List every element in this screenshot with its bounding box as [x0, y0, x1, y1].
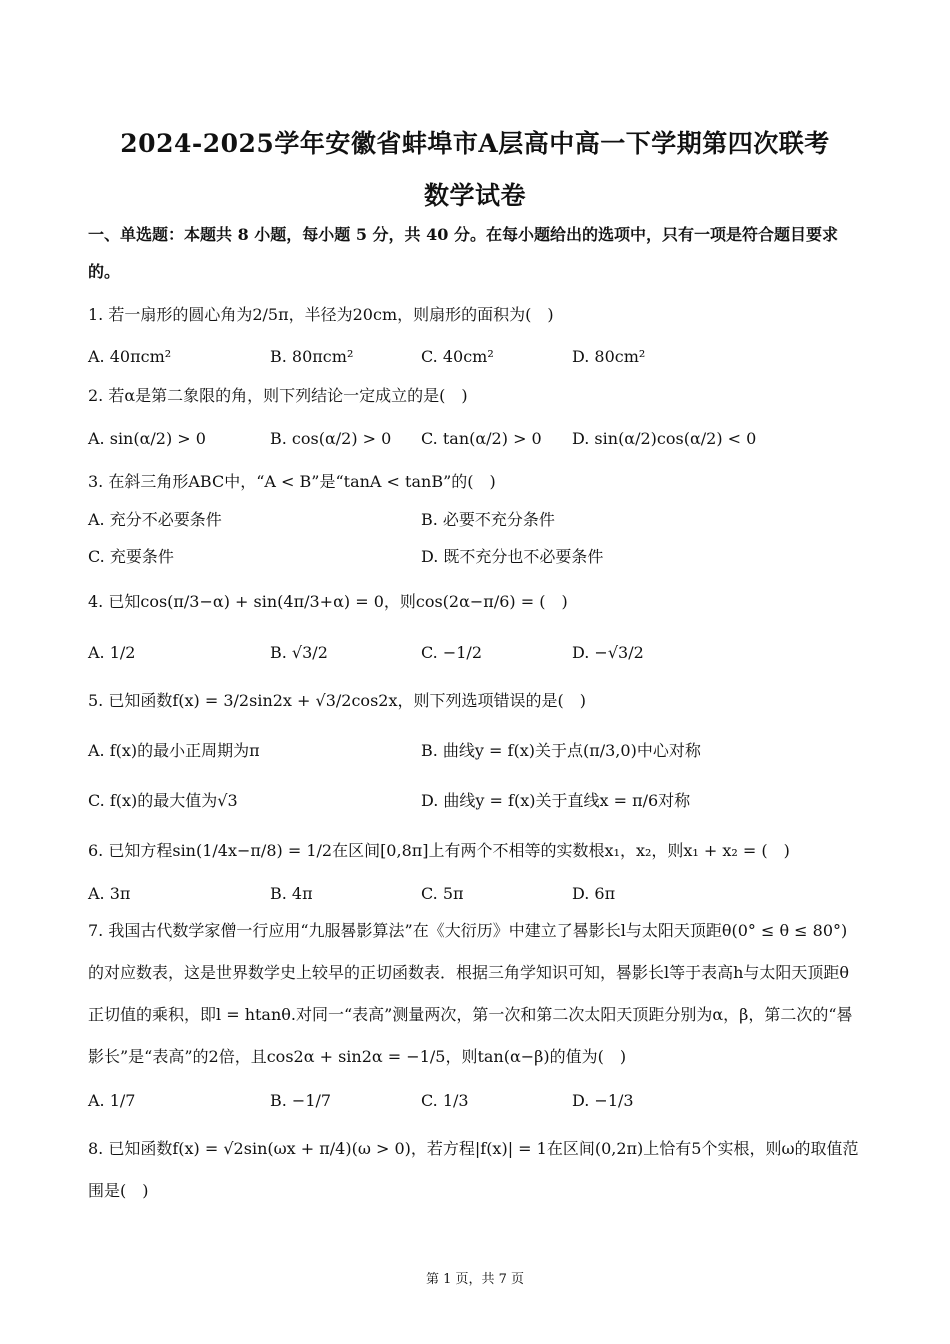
q5-option-a: A. f(x)的最小正周期为π [88, 741, 260, 760]
q3-option-b: B. 必要不充分条件 [421, 510, 555, 529]
q1-option-a: A. 40πcm² [88, 347, 172, 366]
question-3-stem: 3. 在斜三角形ABC中，“A < B”是“tanA < tanB”的( ) [88, 472, 496, 491]
page-footer: 第 1 页，共 7 页 [425, 1272, 525, 1287]
q5-option-b: B. 曲线y = f(x)关于点(π/3,0)中心对称 [421, 741, 701, 760]
q1-option-c: C. 40cm² [421, 347, 494, 366]
question-5-stem: 5. 已知函数f(x) = 3/2sin2x + √3/2cos2x，则下列选项错误的是( ) [88, 691, 586, 710]
section-instruction: 一、单选题：本题共 8 小题，每小题 5 分，共 40 分。在每小题给出的选项中，只有一项是符合题目要求的。 [88, 225, 838, 281]
question-7-stem: 7. 我国古代数学家僧一行应用“九服晷影算法”在《大衍历》中建立了晷影长l与太阳天顶距θ(0° ≤ θ ≤ 80°)的对应数表，这是世界数学史上较早的正切函数表．根据三角学知识可知，晷影长l等于表高h与太阳天顶距θ正切值的乘积，即l = htanθ.对同一“表高”测量两次，第一次和第二次太阳天顶距分别为α，β，第二次的“晷影长”是“表高”的2倍，且cos2α + sin2α = −1/5，则tan(α−β)的值为( ) [88, 921, 853, 1066]
q6-option-b: B. 4π [270, 884, 313, 903]
q4-option-d: D. −√3/2 [572, 643, 644, 662]
q2-option-c: C. tan(α/2) > 0 [421, 429, 542, 448]
q3-option-d: D. 既不充分也不必要条件 [421, 547, 604, 566]
q3-option-c: C. 充要条件 [88, 547, 174, 566]
question-6-stem: 6. 已知方程sin(1/4x−π/8) = 1/2在区间[0,8π]上有两个不相等的实数根x₁，x₂，则x₁ + x₂ = ( ) [88, 841, 790, 860]
q2-option-d: D. sin(α/2)cos(α/2) < 0 [572, 429, 757, 448]
exam-subtitle: 数学试卷 [423, 181, 526, 210]
question-1-stem: 1. 若一扇形的圆心角为2/5π，半径为20cm，则扇形的面积为( ) [88, 305, 554, 324]
q6-option-d: D. 6π [572, 884, 616, 903]
q5-option-c: C. f(x)的最大值为√3 [88, 791, 238, 810]
q4-option-b: B. √3/2 [270, 643, 328, 662]
q7-option-d: D. −1/3 [572, 1091, 634, 1110]
q3-option-a: A. 充分不必要条件 [88, 510, 222, 529]
q4-option-c: C. −1/2 [421, 643, 482, 662]
q7-option-b: B. −1/7 [270, 1091, 332, 1110]
q2-option-a: A. sin(α/2) > 0 [88, 429, 206, 448]
q4-option-a: A. 1/2 [88, 643, 136, 662]
q2-option-b: B. cos(α/2) > 0 [270, 429, 392, 448]
q1-option-d: D. 80cm² [572, 347, 646, 366]
q6-option-a: A. 3π [88, 884, 131, 903]
q5-option-d: D. 曲线y = f(x)关于直线x = π/6对称 [421, 791, 691, 810]
q6-option-c: C. 5π [421, 884, 464, 903]
q7-option-c: C. 1/3 [421, 1091, 469, 1110]
question-2-stem: 2. 若α是第二象限的角，则下列结论一定成立的是( ) [88, 386, 468, 405]
question-4-stem: 4. 已知cos(π/3−α) + sin(4π/3+α) = 0，则cos(2α−π/6) = ( ) [88, 592, 568, 611]
q1-option-b: B. 80πcm² [270, 347, 354, 366]
q7-option-a: A. 1/7 [88, 1091, 136, 1110]
exam-title: 2024-2025学年安徽省蚌埠市A层高中高一下学期第四次联考 [120, 129, 830, 158]
question-8-stem: 8. 已知函数f(x) = √2sin(ωx + π/4)(ω > 0)，若方程|f(x)| = 1在区间(0,2π)上恰有5个实根，则ω的取值范围是( ) [88, 1139, 859, 1200]
